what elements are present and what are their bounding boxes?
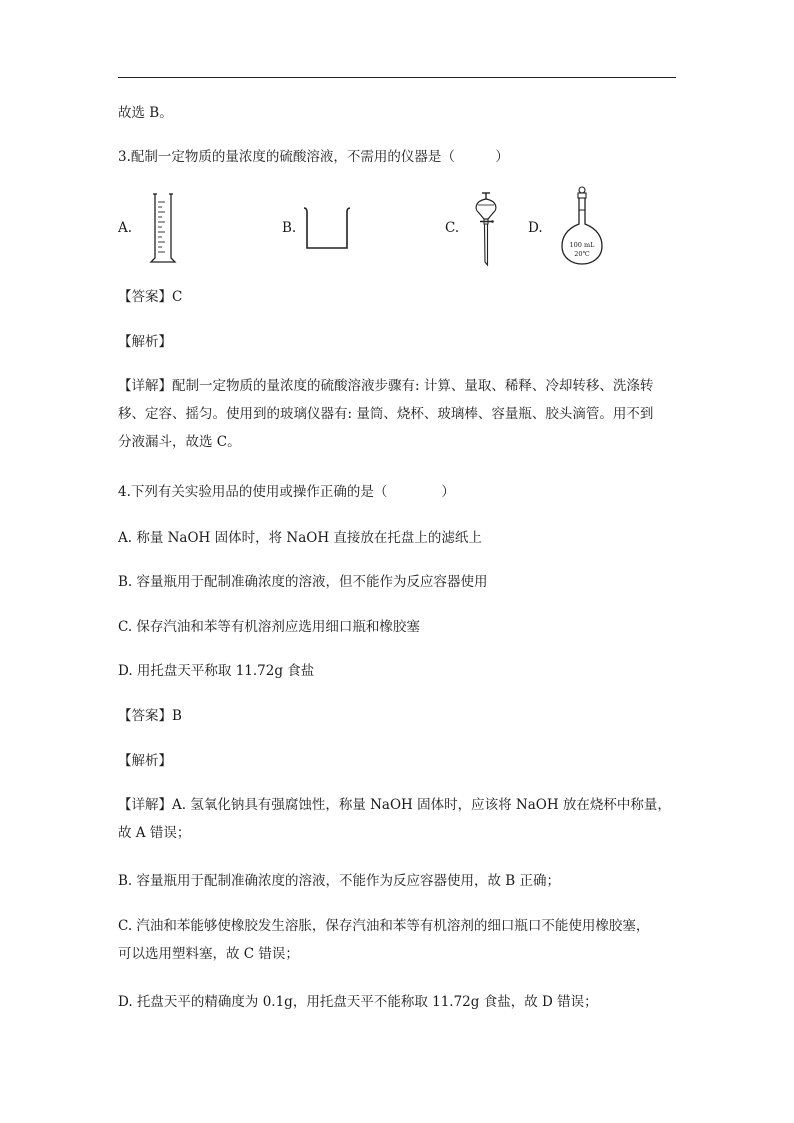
q3-analysis-heading: 【解析】	[118, 334, 172, 350]
q3-detail-line-3: 分液漏斗，故选 C。	[118, 434, 241, 450]
q4-detail-d: D. 托盘天平的精确度为 0.1g，用托盘天平不能称取 11.72g 食盐，故 D 错误；	[118, 994, 598, 1010]
q4-analysis-heading: 【解析】	[118, 753, 172, 769]
previous-conclusion: 故选 B。	[118, 105, 173, 121]
flask-temperature-marking: 20℃	[574, 250, 590, 258]
q4-option-a: A. 称量 NaOH 固体时，将 NaOH 直接放在托盘上的滤纸上	[118, 530, 482, 546]
q3-stem: 3.配制一定物质的量浓度的硫酸溶液，不需用的仪器是（ ）	[118, 149, 509, 165]
separatory-funnel-icon	[472, 192, 500, 266]
beaker-icon	[302, 206, 352, 252]
q3-option-c-label: C.	[445, 220, 460, 236]
q3-option-b-label: B.	[282, 220, 297, 236]
q4-option-d: D. 用托盘天平称取 11.72g 食盐	[118, 663, 315, 679]
q4-detail-c-line-2: 可以选用塑料塞，故 C 错误；	[118, 946, 299, 962]
q3-answer: 【答案】C	[118, 289, 183, 305]
q3-detail-line-1: 【详解】配制一定物质的量浓度的硫酸溶液步骤有: 计算、量取、稀释、冷却转移、洗涤转	[118, 378, 654, 394]
q3-option-d-label: D.	[528, 220, 543, 236]
header-rule	[118, 77, 676, 78]
q4-detail-c-line-1: C. 汽油和苯能够使橡胶发生溶胀，保存汽油和苯等有机溶剂的细口瓶口不能使用橡胶塞，	[118, 918, 650, 934]
flask-volume-marking: 100 mL	[569, 241, 595, 249]
q4-option-c: C. 保存汽油和苯等有机溶剂应选用细口瓶和橡胶塞	[118, 619, 420, 635]
q3-option-a-label: A.	[118, 220, 133, 236]
q4-detail-b: B. 容量瓶用于配制准确浓度的溶液，不能作为反应容器使用，故 B 正确；	[118, 873, 561, 889]
graduated-cylinder-icon	[148, 192, 178, 266]
volumetric-flask-icon	[560, 186, 604, 268]
q4-detail-a-line-1: 【详解】A. 氢氧化钠具有强腐蚀性，称量 NaOH 固体时，应该将 NaOH 放在烧杯中称量，	[118, 797, 671, 813]
q4-detail-a-line-2: 故 A 错误；	[118, 825, 191, 841]
q4-answer: 【答案】B	[118, 708, 182, 724]
q4-stem: 4.下列有关实验用品的使用或操作正确的是（ ）	[118, 484, 455, 500]
q4-option-b: B. 容量瓶用于配制准确浓度的溶液，但不能作为反应容器使用	[118, 574, 488, 590]
q3-detail-line-2: 移、定容、摇匀。使用到的玻璃仪器有: 量筒、烧杯、玻璃棒、容量瓶、胶头滴管。用不到	[118, 406, 654, 422]
